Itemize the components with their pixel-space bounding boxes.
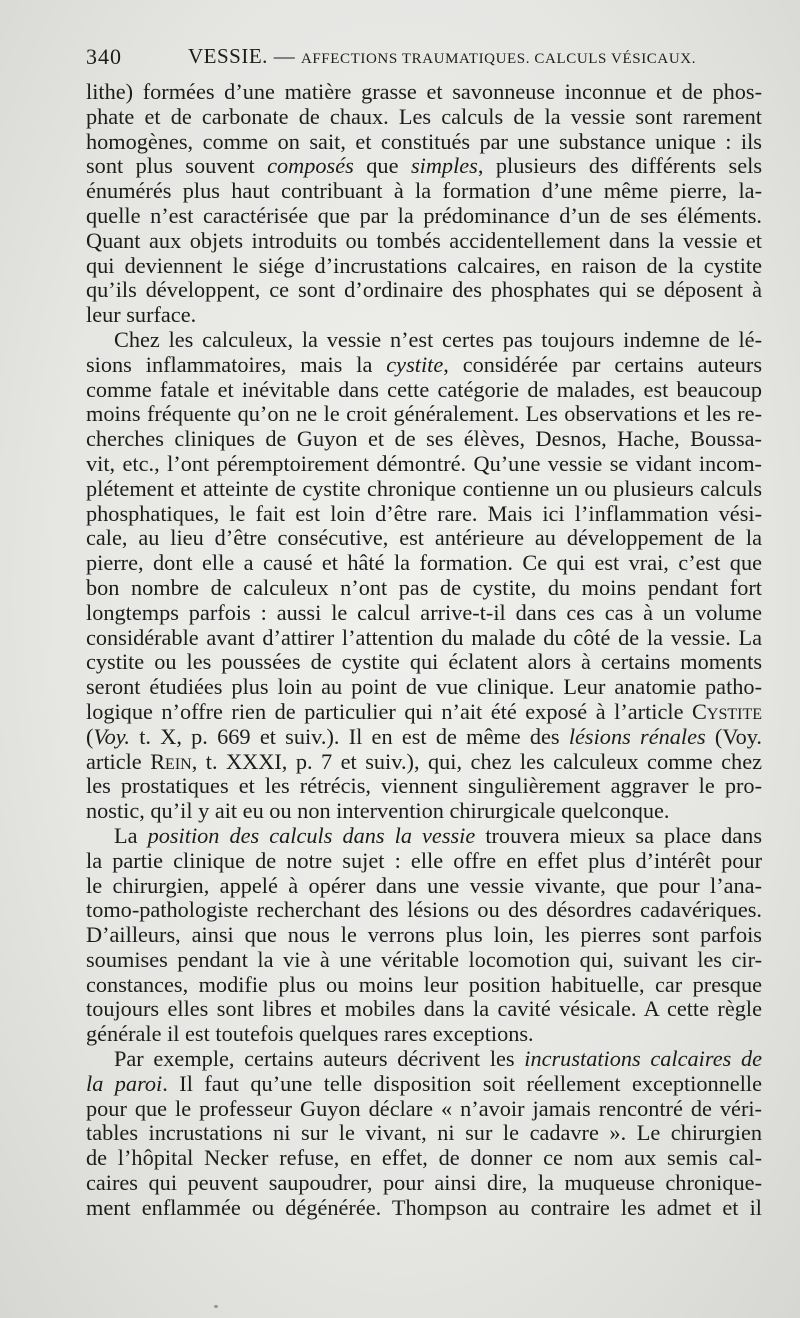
text-line: de l’hôpital Necker refuse, en effet, de donner ce nom aux semis cal-	[86, 1145, 762, 1171]
text-line: pierre, dont elle a causé et hâté la formation. Ce qui est vrai, c’est que	[86, 550, 762, 576]
text-line: cale, au lieu d’être consécutive, est antérieure au développement de la	[86, 525, 762, 551]
running-head	[188, 44, 696, 69]
text-line: tables incrustations ni sur le vivant, ni sur le cadavre ». Le chirurgien	[86, 1120, 762, 1146]
text-line: La position des calculs dans la vessie trouvera mieux sa place dans	[114, 822, 762, 848]
text-line: caires qui peuvent saupoudrer, pour ainsi dire, la muqueuse chronique-	[86, 1170, 762, 1196]
text-line: D’ailleurs, ainsi que nous le verrons plus loin, les pierres sont parfois	[86, 922, 762, 948]
text-line: sions inflammatoires, mais la cystite, considérée par certains auteurs	[86, 351, 762, 377]
text-line: homogènes, comme on sait, et constitués par une substance unique : ils	[86, 128, 762, 154]
text-line: longtemps parfois : aussi le calcul arrive-t-il dans ces cas à un volume	[86, 599, 762, 625]
text-line: logique n’offre rien de particulier qui n’ait été exposé à l’article Cystite	[86, 698, 762, 724]
text-line: quelle n’est caractérisée que par la prédominance d’un de ses éléments.	[86, 202, 762, 228]
text-line: considérable avant d’attirer l’attention du malade du côté de la vessie. La	[86, 624, 762, 650]
text-line: toujours elles sont libres et mobiles dans la cavité vésicale. A cette règle	[86, 996, 762, 1022]
text-line: la partie clinique de notre sujet : elle offre en effet plus d’intérêt pour	[86, 847, 762, 873]
body-text	[86, 80, 762, 1221]
text-line: tomo-pathologiste recherchant des lésions ou des désordres cadavériques.	[86, 897, 762, 923]
text-line: générale il est toutefois quelques rares exceptions.	[86, 1021, 534, 1047]
text-line: pour que le professeur Guyon déclare « n’avoir jamais rencontré de véri-	[86, 1095, 762, 1121]
running-head-title: VESSIE.	[188, 44, 268, 68]
text-line: nostic, qu’il y ait eu ou non intervention chirurgicale quelconque.	[86, 798, 670, 824]
text-line: constances, modifie plus ou moins leur position habituelle, car presque	[86, 971, 762, 997]
running-head-subtitle: AFFECTIONS TRAUMATIQUES. CALCULS VÉSICAUX.	[300, 51, 697, 67]
text-line: Quant aux objets introduits ou tombés accidentellement dans la vessie et	[86, 227, 762, 253]
text-line: qui deviennent le siége d’incrustations calcaires, en raison de la cystite	[86, 252, 762, 278]
page-number: 340	[86, 44, 122, 69]
text-line: le chirurgien, appelé à opérer dans une vessie vivante, que pour l’ana-	[86, 872, 762, 898]
text-line: cherches cliniques de Guyon et de ses élèves, Desnos, Hache, Boussa-	[86, 426, 762, 452]
text-line: plétement et atteinte de cystite chronique contienne un ou plusieurs calculs	[86, 475, 762, 501]
text-line: la paroi. Il faut qu’une telle disposition soit réellement exceptionnelle	[86, 1070, 762, 1096]
paper-speck	[214, 1305, 218, 1308]
text-line: les prostatiques et les rétrécis, viennent singulièrement aggraver le pro-	[86, 773, 762, 799]
text-line: comme fatale et inévitable dans cette catégorie de malades, est beaucoup	[86, 376, 762, 402]
text-line: qu’ils développent, ce sont d’ordinaire des phosphates qui se déposent à	[86, 277, 762, 303]
text-line: seront étudiées plus loin au point de vue clinique. Leur anatomie patho-	[86, 674, 762, 700]
running-header	[86, 44, 766, 78]
text-line: soumises pendant la vie à une véritable locomotion qui, suivant les cir-	[86, 946, 762, 972]
text-line: leur surface.	[86, 302, 197, 328]
text-line: vit, etc., l’ont péremptoirement démontré. Qu’une vessie se vidant incom-	[86, 450, 762, 476]
text-line: énumérés plus haut contribuant à la formation d’une même pierre, la-	[86, 178, 762, 204]
text-line: cystite ou les poussées de cystite qui éclatent alors à certains moments	[86, 649, 762, 675]
text-line: (Voy. t. X, p. 669 et suiv.). Il en est de même des lésions rénales (Voy.	[86, 723, 762, 749]
text-line: bon nombre de calculeux n’ont pas de cystite, du moins pendant fort	[86, 574, 762, 600]
running-head-dash: —	[267, 44, 301, 68]
text-line: ment enflammée ou dégénérée. Thompson au contraire les admet et il	[86, 1194, 762, 1220]
text-line: phosphatiques, le fait est loin d’être rare. Mais ici l’inflammation vési-	[86, 500, 762, 526]
text-line: sont plus souvent composés que simples, plusieurs des différents sels	[86, 153, 763, 179]
text-line: Chez les calculeux, la vessie n’est certes pas toujours indemne de lé-	[114, 326, 762, 352]
text-line: lithe) formées d’une matière grasse et savonneuse inconnue et de phos-	[86, 79, 762, 104]
text-line: phate et de carbonate de chaux. Les calculs de la vessie sont rarement	[86, 103, 762, 129]
text-line: Par exemple, certains auteurs décrivent les incrustations calcaires de	[114, 1046, 762, 1072]
text-line: moins fréquente qu’on ne le croit généralement. Les observations et les re-	[86, 401, 762, 427]
text-line: article Rein, t. XXXI, p. 7 et suiv.), qui, chez les calculeux comme chez	[86, 748, 762, 774]
